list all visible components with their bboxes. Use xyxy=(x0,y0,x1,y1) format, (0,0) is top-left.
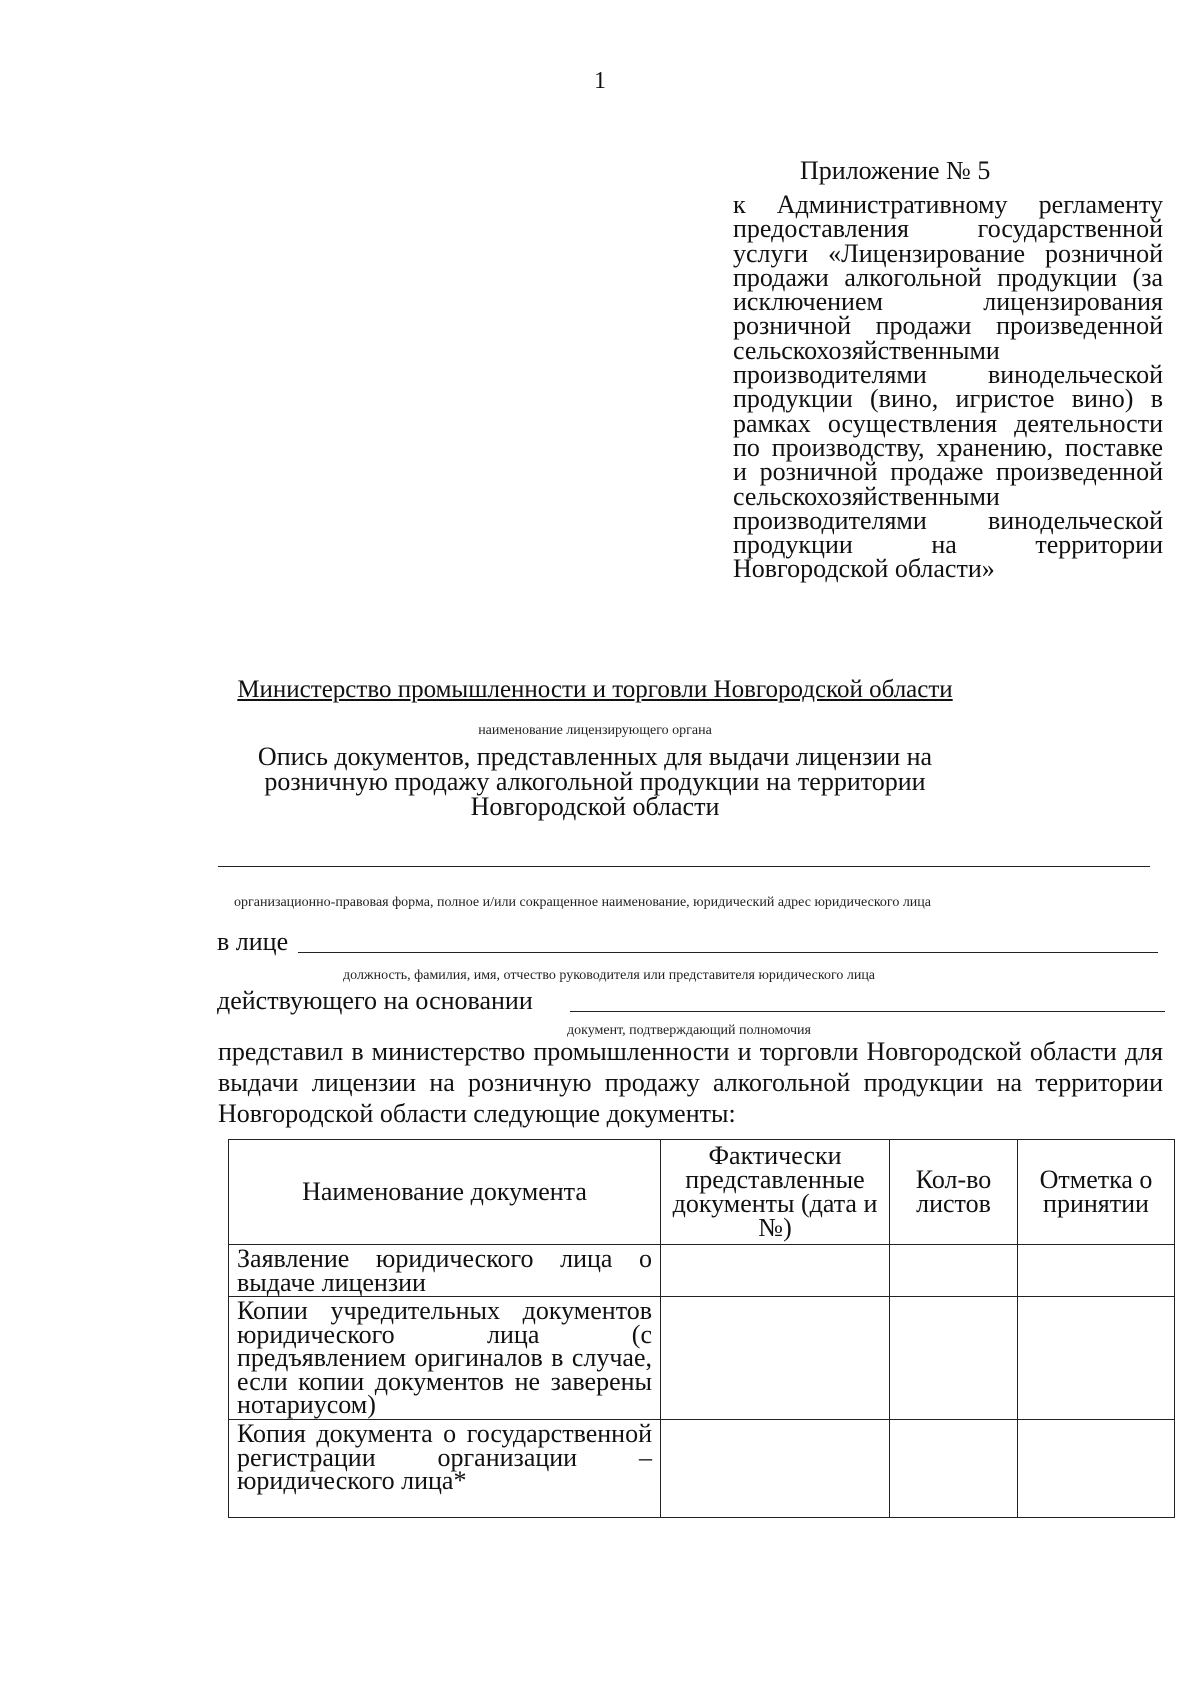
acceptance-mark-cell[interactable] xyxy=(1018,1245,1175,1297)
organization-blank-line[interactable] xyxy=(218,866,1150,867)
heading-line-1: Опись документов, представленных для выдачи лицензии на xyxy=(257,742,933,771)
document-name-cell: Заявление юридического лица о выдаче лицензии xyxy=(229,1245,661,1297)
sheet-count-cell[interactable] xyxy=(890,1420,1018,1518)
heading-line-3: Новгородской области xyxy=(470,792,720,821)
representative-blank-line[interactable] xyxy=(298,952,1158,953)
table-row xyxy=(229,1245,1175,1297)
header-acceptance-mark: Отметка о принятии xyxy=(1018,1140,1175,1245)
actual-documents-cell[interactable] xyxy=(661,1420,890,1518)
authority-caption: документ, подтверждающий полномочия xyxy=(567,1023,811,1038)
table-header-row xyxy=(229,1140,1175,1245)
licensing-body-caption: наименование лицензирующего органа xyxy=(478,723,712,738)
appendix-reference: к Административному регламенту предоставления государственной услуги «Лицензирование розничной продажи алкогольной продукции (за исключением лицензирования розничной продажи произведенной сельскохозяйственными производителями винодельческой продукции (вино, игристое вино) в рамках осуществления деятельности по производству, хранению, поставке и розничной продаже произведенной сельскохозяйственными производителями винодельческой продукции на территории Новгородской области» xyxy=(733,190,1163,584)
sheet-count-cell[interactable] xyxy=(890,1297,1018,1420)
heading-line-2: розничную продажу алкогольной продукции на территории xyxy=(264,767,926,796)
organization-caption: организационно-правовая форма, полное и/или сокращенное наименование, юридический адрес юридического лица xyxy=(234,895,932,910)
document-heading xyxy=(0,744,1190,819)
header-actual-documents: Фактически представленные документы (дата и №) xyxy=(661,1140,890,1245)
authority-blank-line[interactable] xyxy=(570,1011,1165,1012)
actual-documents-cell[interactable] xyxy=(661,1245,890,1297)
document-name-cell: Копии учредительных документов юридического лица (с предъявлением оригиналов в случае, если копии документов не заверены нотариусом) xyxy=(229,1297,661,1420)
table-row xyxy=(229,1420,1175,1518)
page-number: 1 xyxy=(594,68,606,94)
actual-documents-cell[interactable] xyxy=(661,1297,890,1420)
header-sheet-count: Кол-во листов xyxy=(890,1140,1018,1245)
acting-basis-label: действующего на основании xyxy=(217,986,533,1015)
acceptance-mark-cell[interactable] xyxy=(1018,1297,1175,1420)
ministry-name: Министерство промышленности и торговли Новгородской области xyxy=(237,676,953,703)
sheet-count-cell[interactable] xyxy=(890,1245,1018,1297)
table-row xyxy=(229,1297,1175,1420)
acceptance-mark-cell[interactable] xyxy=(1018,1420,1175,1518)
in-person-label: в лице xyxy=(217,927,289,956)
appendix-title: Приложение № 5 xyxy=(800,156,991,185)
header-document-name: Наименование документа xyxy=(229,1140,661,1245)
submission-paragraph: представил в министерство промышленности и торговли Новгородской области для выдачи лицензии на розничную продажу алкогольной продукции на территории Новгородской области следующие документы: xyxy=(218,1037,1163,1128)
document-name-cell: Копия документа о государственной регистрации организации – юридического лица* xyxy=(229,1420,661,1518)
documents-table xyxy=(228,1139,1175,1518)
representative-caption: должность, фамилия, имя, отчество руководителя или представителя юридического лица xyxy=(343,968,876,983)
